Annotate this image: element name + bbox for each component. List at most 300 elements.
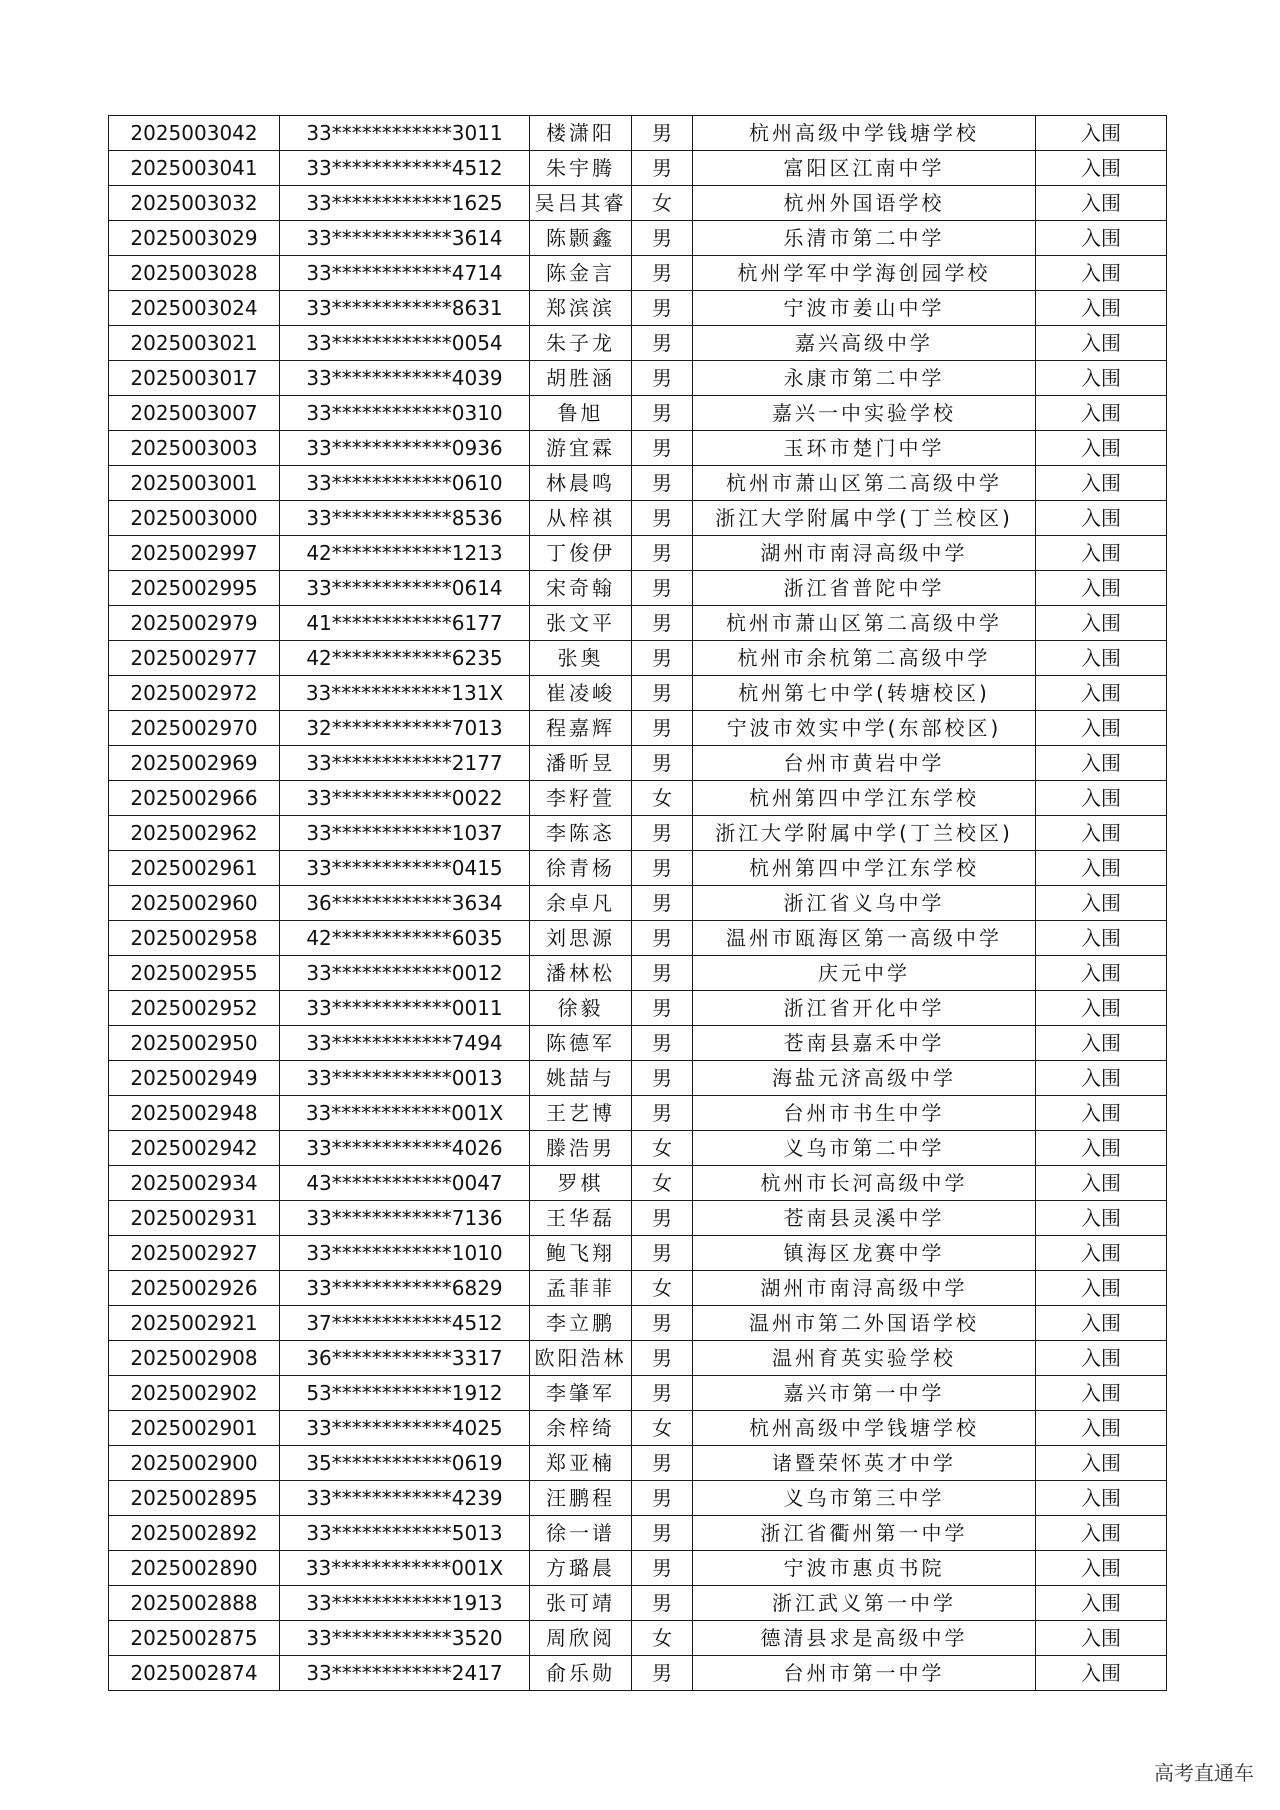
application-number-cell: 2025002962	[109, 816, 280, 851]
application-number-cell: 2025002995	[109, 571, 280, 606]
status-cell: 入围	[1036, 1586, 1167, 1621]
application-number-cell: 2025003003	[109, 431, 280, 466]
table-row	[109, 116, 1167, 151]
status-cell: 入围	[1036, 1411, 1167, 1446]
status-cell: 入围	[1036, 326, 1167, 361]
name-cell: 游宜霖	[530, 431, 632, 466]
table-row	[109, 991, 1167, 1026]
status-cell: 入围	[1036, 606, 1167, 641]
school-cell: 台州市书生中学	[693, 1096, 1036, 1131]
application-number-cell: 2025003024	[109, 291, 280, 326]
table-row	[109, 746, 1167, 781]
application-number-cell: 2025003000	[109, 501, 280, 536]
table-row	[109, 221, 1167, 256]
name-cell: 林晨鸣	[530, 466, 632, 501]
status-cell: 入围	[1036, 466, 1167, 501]
table-row	[109, 1026, 1167, 1061]
name-cell: 余卓凡	[530, 886, 632, 921]
table-row	[109, 1096, 1167, 1131]
name-cell: 孟菲菲	[530, 1271, 632, 1306]
name-cell: 程嘉辉	[530, 711, 632, 746]
table-row	[109, 1586, 1167, 1621]
status-cell: 入围	[1036, 1516, 1167, 1551]
school-cell: 浙江省义乌中学	[693, 886, 1036, 921]
application-number-cell: 2025003029	[109, 221, 280, 256]
gender-cell: 男	[632, 501, 693, 536]
gender-cell: 女	[632, 186, 693, 221]
id-card-cell: 33************0936	[280, 431, 530, 466]
name-cell: 鲁旭	[530, 396, 632, 431]
gender-cell: 男	[632, 1306, 693, 1341]
application-number-cell: 2025002892	[109, 1516, 280, 1551]
status-cell: 入围	[1036, 1061, 1167, 1096]
id-card-cell: 33************5013	[280, 1516, 530, 1551]
id-card-cell: 33************1913	[280, 1586, 530, 1621]
gender-cell: 女	[632, 1131, 693, 1166]
id-card-cell: 33************8536	[280, 501, 530, 536]
gender-cell: 男	[632, 746, 693, 781]
status-cell: 入围	[1036, 116, 1167, 151]
name-cell: 陈德军	[530, 1026, 632, 1061]
status-cell: 入围	[1036, 1341, 1167, 1376]
gender-cell: 男	[632, 886, 693, 921]
school-cell: 海盐元济高级中学	[693, 1061, 1036, 1096]
table-row	[109, 1061, 1167, 1096]
gender-cell: 男	[632, 991, 693, 1026]
gender-cell: 男	[632, 396, 693, 431]
status-cell: 入围	[1036, 186, 1167, 221]
table-row	[109, 781, 1167, 816]
status-cell: 入围	[1036, 151, 1167, 186]
table-row	[109, 1306, 1167, 1341]
gender-cell: 男	[632, 921, 693, 956]
application-number-cell: 2025003007	[109, 396, 280, 431]
status-cell: 入围	[1036, 1306, 1167, 1341]
status-cell: 入围	[1036, 1551, 1167, 1586]
id-card-cell: 33************001X	[280, 1096, 530, 1131]
id-card-cell: 33************4026	[280, 1131, 530, 1166]
table-row	[109, 606, 1167, 641]
gender-cell: 女	[632, 1271, 693, 1306]
application-number-cell: 2025002979	[109, 606, 280, 641]
application-number-cell: 2025002875	[109, 1621, 280, 1656]
school-cell: 宁波市惠贞书院	[693, 1551, 1036, 1586]
status-cell: 入围	[1036, 1166, 1167, 1201]
application-number-cell: 2025003017	[109, 361, 280, 396]
status-cell: 入围	[1036, 536, 1167, 571]
status-cell: 入围	[1036, 921, 1167, 956]
id-card-cell: 33************0012	[280, 956, 530, 991]
table-body	[109, 116, 1167, 1691]
name-cell: 胡胜涵	[530, 361, 632, 396]
table-row	[109, 1621, 1167, 1656]
id-card-cell: 33************4714	[280, 256, 530, 291]
id-card-cell: 33************7494	[280, 1026, 530, 1061]
gender-cell: 男	[632, 1341, 693, 1376]
gender-cell: 女	[632, 1166, 693, 1201]
status-cell: 入围	[1036, 501, 1167, 536]
school-cell: 杭州第四中学江东学校	[693, 851, 1036, 886]
table-row	[109, 1551, 1167, 1586]
status-cell: 入围	[1036, 361, 1167, 396]
name-cell: 余梓绮	[530, 1411, 632, 1446]
id-card-cell: 42************6035	[280, 921, 530, 956]
gender-cell: 男	[632, 606, 693, 641]
school-cell: 嘉兴市第一中学	[693, 1376, 1036, 1411]
watermark-text: 高考直通车	[1154, 1761, 1254, 1785]
table-row	[109, 1481, 1167, 1516]
application-number-cell: 2025002948	[109, 1096, 280, 1131]
gender-cell: 男	[632, 466, 693, 501]
school-cell: 杭州第七中学(转塘校区)	[693, 676, 1036, 711]
table-row	[109, 361, 1167, 396]
application-number-cell: 2025002969	[109, 746, 280, 781]
id-card-cell: 35************0619	[280, 1446, 530, 1481]
table-row	[109, 256, 1167, 291]
gender-cell: 男	[632, 1096, 693, 1131]
table-row	[109, 151, 1167, 186]
school-cell: 宁波市效实中学(东部校区)	[693, 711, 1036, 746]
application-number-cell: 2025002955	[109, 956, 280, 991]
school-cell: 义乌市第二中学	[693, 1131, 1036, 1166]
status-cell: 入围	[1036, 291, 1167, 326]
name-cell: 方璐晨	[530, 1551, 632, 1586]
name-cell: 潘林松	[530, 956, 632, 991]
table-row	[109, 676, 1167, 711]
status-cell: 入围	[1036, 396, 1167, 431]
school-cell: 富阳区江南中学	[693, 151, 1036, 186]
gender-cell: 男	[632, 326, 693, 361]
name-cell: 楼潇阳	[530, 116, 632, 151]
id-card-cell: 41************6177	[280, 606, 530, 641]
school-cell: 义乌市第三中学	[693, 1481, 1036, 1516]
table-row	[109, 1656, 1167, 1691]
application-number-cell: 2025003032	[109, 186, 280, 221]
id-card-cell: 33************1037	[280, 816, 530, 851]
name-cell: 李立鹏	[530, 1306, 632, 1341]
gender-cell: 男	[632, 361, 693, 396]
table-row	[109, 641, 1167, 676]
name-cell: 朱子龙	[530, 326, 632, 361]
id-card-cell: 36************3317	[280, 1341, 530, 1376]
id-card-cell: 33************1625	[280, 186, 530, 221]
school-cell: 苍南县嘉禾中学	[693, 1026, 1036, 1061]
gender-cell: 男	[632, 1551, 693, 1586]
application-number-cell: 2025002927	[109, 1236, 280, 1271]
application-number-cell: 2025002931	[109, 1201, 280, 1236]
gender-cell: 男	[632, 956, 693, 991]
school-cell: 嘉兴一中实验学校	[693, 396, 1036, 431]
school-cell: 杭州学军中学海创园学校	[693, 256, 1036, 291]
school-cell: 杭州高级中学钱塘学校	[693, 116, 1036, 151]
gender-cell: 男	[632, 116, 693, 151]
application-number-cell: 2025003028	[109, 256, 280, 291]
table-row	[109, 466, 1167, 501]
table-row	[109, 1271, 1167, 1306]
name-cell: 欧阳浩林	[530, 1341, 632, 1376]
application-number-cell: 2025002908	[109, 1341, 280, 1376]
gender-cell: 男	[632, 641, 693, 676]
application-number-cell: 2025002952	[109, 991, 280, 1026]
table-row	[109, 326, 1167, 361]
status-cell: 入围	[1036, 256, 1167, 291]
application-number-cell: 2025002961	[109, 851, 280, 886]
id-card-cell: 33************3011	[280, 116, 530, 151]
name-cell: 鲍飞翔	[530, 1236, 632, 1271]
status-cell: 入围	[1036, 956, 1167, 991]
table-row	[109, 186, 1167, 221]
application-number-cell: 2025002977	[109, 641, 280, 676]
school-cell: 温州市第二外国语学校	[693, 1306, 1036, 1341]
id-card-cell: 43************0047	[280, 1166, 530, 1201]
application-number-cell: 2025002926	[109, 1271, 280, 1306]
id-card-cell: 33************0310	[280, 396, 530, 431]
status-cell: 入围	[1036, 571, 1167, 606]
name-cell: 陈颢鑫	[530, 221, 632, 256]
gender-cell: 男	[632, 676, 693, 711]
id-card-cell: 36************3634	[280, 886, 530, 921]
table-row	[109, 1446, 1167, 1481]
name-cell: 宋奇翰	[530, 571, 632, 606]
application-number-cell: 2025003042	[109, 116, 280, 151]
application-number-cell: 2025003041	[109, 151, 280, 186]
name-cell: 张可靖	[530, 1586, 632, 1621]
application-number-cell: 2025002895	[109, 1481, 280, 1516]
gender-cell: 女	[632, 1621, 693, 1656]
status-cell: 入围	[1036, 1096, 1167, 1131]
application-number-cell: 2025002960	[109, 886, 280, 921]
school-cell: 湖州市南浔高级中学	[693, 1271, 1036, 1306]
table-row	[109, 886, 1167, 921]
application-number-cell: 2025002901	[109, 1411, 280, 1446]
school-cell: 玉环市楚门中学	[693, 431, 1036, 466]
name-cell: 滕浩男	[530, 1131, 632, 1166]
id-card-cell: 33************4239	[280, 1481, 530, 1516]
name-cell: 张奥	[530, 641, 632, 676]
status-cell: 入围	[1036, 676, 1167, 711]
application-number-cell: 2025003001	[109, 466, 280, 501]
status-cell: 入围	[1036, 1376, 1167, 1411]
status-cell: 入围	[1036, 641, 1167, 676]
school-cell: 德清县求是高级中学	[693, 1621, 1036, 1656]
name-cell: 徐一谱	[530, 1516, 632, 1551]
gender-cell: 男	[632, 1656, 693, 1691]
status-cell: 入围	[1036, 851, 1167, 886]
table-row	[109, 1166, 1167, 1201]
id-card-cell: 42************6235	[280, 641, 530, 676]
school-cell: 浙江省普陀中学	[693, 571, 1036, 606]
school-cell: 宁波市姜山中学	[693, 291, 1036, 326]
gender-cell: 男	[632, 1201, 693, 1236]
gender-cell: 男	[632, 256, 693, 291]
gender-cell: 男	[632, 536, 693, 571]
name-cell: 姚喆与	[530, 1061, 632, 1096]
name-cell: 俞乐勋	[530, 1656, 632, 1691]
status-cell: 入围	[1036, 781, 1167, 816]
status-cell: 入围	[1036, 1481, 1167, 1516]
application-number-cell: 2025002972	[109, 676, 280, 711]
application-number-cell: 2025002921	[109, 1306, 280, 1341]
table-row	[109, 816, 1167, 851]
school-cell: 杭州市余杭第二高级中学	[693, 641, 1036, 676]
status-cell: 入围	[1036, 1656, 1167, 1691]
school-cell: 乐清市第二中学	[693, 221, 1036, 256]
application-number-cell: 2025002966	[109, 781, 280, 816]
gender-cell: 男	[632, 1236, 693, 1271]
status-cell: 入围	[1036, 991, 1167, 1026]
id-card-cell: 33************3614	[280, 221, 530, 256]
school-cell: 浙江大学附属中学(丁兰校区)	[693, 816, 1036, 851]
status-cell: 入围	[1036, 1201, 1167, 1236]
school-cell: 嘉兴高级中学	[693, 326, 1036, 361]
name-cell: 罗棋	[530, 1166, 632, 1201]
id-card-cell: 37************4512	[280, 1306, 530, 1341]
id-card-cell: 33************2417	[280, 1656, 530, 1691]
name-cell: 从梓祺	[530, 501, 632, 536]
name-cell: 朱宇腾	[530, 151, 632, 186]
school-cell: 杭州外国语学校	[693, 186, 1036, 221]
id-card-cell: 33************7136	[280, 1201, 530, 1236]
name-cell: 崔凌峻	[530, 676, 632, 711]
gender-cell: 男	[632, 816, 693, 851]
table-row	[109, 1341, 1167, 1376]
admission-list-table	[108, 115, 1167, 1691]
school-cell: 浙江省开化中学	[693, 991, 1036, 1026]
name-cell: 徐青杨	[530, 851, 632, 886]
school-cell: 台州市黄岩中学	[693, 746, 1036, 781]
name-cell: 李肇军	[530, 1376, 632, 1411]
name-cell: 郑滨滨	[530, 291, 632, 326]
gender-cell: 男	[632, 1446, 693, 1481]
name-cell: 吴吕其睿	[530, 186, 632, 221]
table-row	[109, 1236, 1167, 1271]
status-cell: 入围	[1036, 1131, 1167, 1166]
gender-cell: 男	[632, 1481, 693, 1516]
name-cell: 李籽萱	[530, 781, 632, 816]
id-card-cell: 33************1010	[280, 1236, 530, 1271]
application-number-cell: 2025002902	[109, 1376, 280, 1411]
gender-cell: 男	[632, 431, 693, 466]
school-cell: 浙江武义第一中学	[693, 1586, 1036, 1621]
school-cell: 温州育英实验学校	[693, 1341, 1036, 1376]
id-card-cell: 33************0415	[280, 851, 530, 886]
table-row	[109, 1376, 1167, 1411]
id-card-cell: 33************0022	[280, 781, 530, 816]
status-cell: 入围	[1036, 1621, 1167, 1656]
application-number-cell: 2025002949	[109, 1061, 280, 1096]
status-cell: 入围	[1036, 1236, 1167, 1271]
id-card-cell: 33************4039	[280, 361, 530, 396]
application-number-cell: 2025002874	[109, 1656, 280, 1691]
id-card-cell: 33************001X	[280, 1551, 530, 1586]
id-card-cell: 33************8631	[280, 291, 530, 326]
table-row	[109, 921, 1167, 956]
school-cell: 诸暨荣怀英才中学	[693, 1446, 1036, 1481]
application-number-cell: 2025002934	[109, 1166, 280, 1201]
gender-cell: 女	[632, 1411, 693, 1446]
status-cell: 入围	[1036, 431, 1167, 466]
school-cell: 台州市第一中学	[693, 1656, 1036, 1691]
status-cell: 入围	[1036, 1446, 1167, 1481]
id-card-cell: 53************1912	[280, 1376, 530, 1411]
table-row	[109, 1516, 1167, 1551]
table-row	[109, 536, 1167, 571]
gender-cell: 男	[632, 1061, 693, 1096]
gender-cell: 男	[632, 571, 693, 606]
school-cell: 浙江大学附属中学(丁兰校区)	[693, 501, 1036, 536]
application-number-cell: 2025003021	[109, 326, 280, 361]
status-cell: 入围	[1036, 221, 1167, 256]
school-cell: 杭州市萧山区第二高级中学	[693, 606, 1036, 641]
id-card-cell: 33************3520	[280, 1621, 530, 1656]
table-row	[109, 1201, 1167, 1236]
gender-cell: 男	[632, 1516, 693, 1551]
id-card-cell: 33************0610	[280, 466, 530, 501]
school-cell: 浙江省衢州第一中学	[693, 1516, 1036, 1551]
name-cell: 王艺博	[530, 1096, 632, 1131]
table-row	[109, 711, 1167, 746]
application-number-cell: 2025002950	[109, 1026, 280, 1061]
status-cell: 入围	[1036, 886, 1167, 921]
id-card-cell: 33************0054	[280, 326, 530, 361]
gender-cell: 男	[632, 221, 693, 256]
table-row	[109, 571, 1167, 606]
application-number-cell: 2025002970	[109, 711, 280, 746]
gender-cell: 男	[632, 151, 693, 186]
name-cell: 陈金言	[530, 256, 632, 291]
school-cell: 庆元中学	[693, 956, 1036, 991]
application-number-cell: 2025002958	[109, 921, 280, 956]
name-cell: 徐毅	[530, 991, 632, 1026]
table-row	[109, 431, 1167, 466]
school-cell: 镇海区龙赛中学	[693, 1236, 1036, 1271]
name-cell: 潘昕昱	[530, 746, 632, 781]
table-row	[109, 291, 1167, 326]
table-row	[109, 1411, 1167, 1446]
status-cell: 入围	[1036, 746, 1167, 781]
school-cell: 永康市第二中学	[693, 361, 1036, 396]
id-card-cell: 33************0013	[280, 1061, 530, 1096]
name-cell: 郑亚楠	[530, 1446, 632, 1481]
name-cell: 刘思源	[530, 921, 632, 956]
id-card-cell: 33************0011	[280, 991, 530, 1026]
gender-cell: 男	[632, 851, 693, 886]
school-cell: 杭州高级中学钱塘学校	[693, 1411, 1036, 1446]
status-cell: 入围	[1036, 711, 1167, 746]
school-cell: 湖州市南浔高级中学	[693, 536, 1036, 571]
name-cell: 汪鹏程	[530, 1481, 632, 1516]
status-cell: 入围	[1036, 1026, 1167, 1061]
application-number-cell: 2025002942	[109, 1131, 280, 1166]
name-cell: 王华磊	[530, 1201, 632, 1236]
id-card-cell: 33************2177	[280, 746, 530, 781]
id-card-cell: 42************1213	[280, 536, 530, 571]
name-cell: 李陈忞	[530, 816, 632, 851]
id-card-cell: 33************4512	[280, 151, 530, 186]
name-cell: 周欣阅	[530, 1621, 632, 1656]
id-card-cell: 33************4025	[280, 1411, 530, 1446]
id-card-cell: 33************0614	[280, 571, 530, 606]
school-cell: 杭州第四中学江东学校	[693, 781, 1036, 816]
gender-cell: 男	[632, 1586, 693, 1621]
gender-cell: 男	[632, 1376, 693, 1411]
table-row	[109, 501, 1167, 536]
table-row	[109, 1131, 1167, 1166]
gender-cell: 男	[632, 291, 693, 326]
school-cell: 杭州市长河高级中学	[693, 1166, 1036, 1201]
id-card-cell: 32************7013	[280, 711, 530, 746]
application-number-cell: 2025002890	[109, 1551, 280, 1586]
